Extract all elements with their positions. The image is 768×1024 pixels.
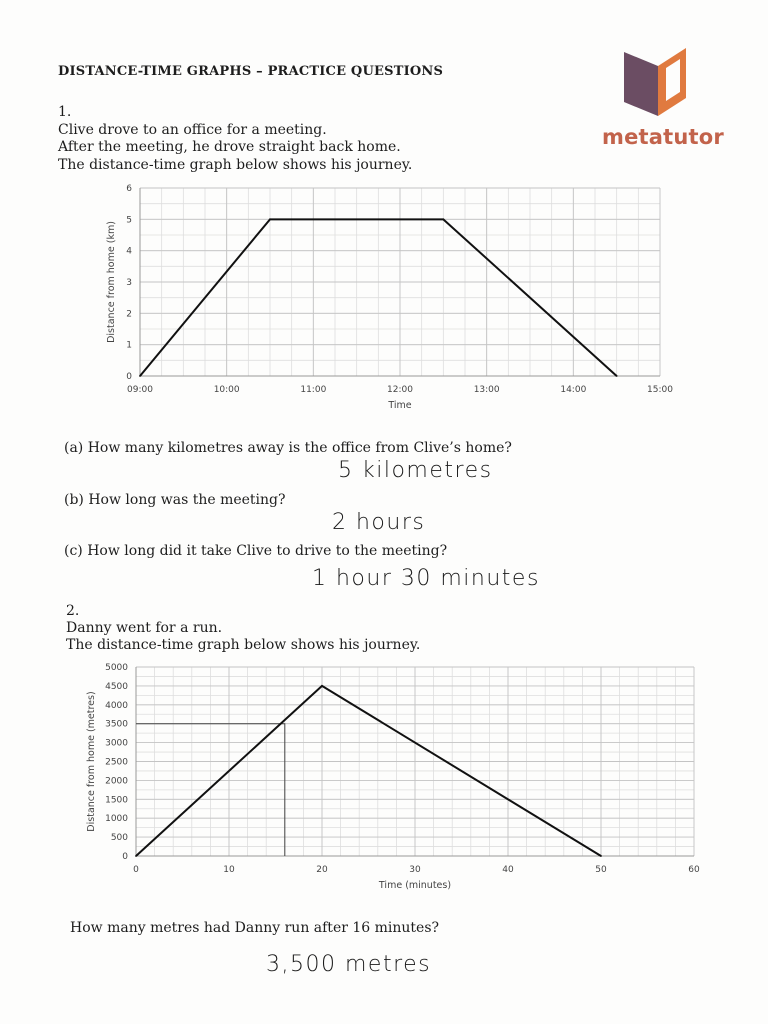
data-point <box>135 855 137 857</box>
y-tick-label: 500 <box>110 833 128 844</box>
x-tick-label: 30 <box>409 865 421 875</box>
question-2-text: How many metres had Danny run after 16 minutes? <box>70 920 440 936</box>
brand-name: metatutor <box>602 125 724 149</box>
y-tick-label: 1 <box>126 340 132 351</box>
data-point <box>321 685 323 687</box>
danny-distance-time-chart <box>84 656 714 896</box>
answer-2: 3,500 metres <box>266 952 432 977</box>
y-tick-label: 6 <box>126 184 132 194</box>
y-tick-label: 1000 <box>105 814 128 825</box>
y-tick-label: 3500 <box>105 719 128 730</box>
question-1-number: 1. <box>58 104 72 120</box>
x-tick-label: 09:00 <box>127 385 153 395</box>
x-axis-label: Time (minutes) <box>378 880 452 891</box>
data-point <box>139 375 141 377</box>
x-tick-label: 20 <box>316 865 328 875</box>
page-title: DISTANCE-TIME GRAPHS – PRACTICE QUESTIONS <box>58 64 444 79</box>
x-tick-label: 15:00 <box>647 385 673 395</box>
y-tick-label: 2500 <box>105 757 128 768</box>
x-tick-label: 50 <box>595 865 607 875</box>
y-axis-label: Distance from home (metres) <box>86 691 97 832</box>
answer-1c: 1 hour 30 minutes <box>312 566 540 591</box>
data-point <box>616 375 618 377</box>
x-tick-label: 11:00 <box>300 385 327 395</box>
y-tick-label: 3000 <box>105 738 128 749</box>
x-axis-label: Time <box>388 400 412 411</box>
answer-1a: 5 kilometres <box>338 458 493 483</box>
x-tick-label: 12:00 <box>387 385 413 395</box>
question-1-line: Clive drove to an office for a meeting. <box>58 122 327 138</box>
x-tick-label: 40 <box>502 865 514 875</box>
y-tick-label: 2000 <box>105 776 128 787</box>
metatutor-logo-icon <box>622 46 690 128</box>
question-1a: (a) How many kilometres away is the office from Clive’s home? <box>64 440 512 456</box>
question-1-line: The distance-time graph below shows his journey. <box>58 157 413 173</box>
x-tick-label: 0 <box>133 865 139 875</box>
y-tick-label: 0 <box>126 372 132 382</box>
answer-1b: 2 hours <box>332 510 426 535</box>
question-1-line: After the meeting, he drove straight back home. <box>58 139 401 155</box>
y-tick-label: 5000 <box>105 663 128 673</box>
data-point <box>600 855 602 857</box>
data-point <box>442 218 444 220</box>
question-1c: (c) How long did it take Clive to drive to the meeting? <box>64 543 448 559</box>
y-tick-label: 4500 <box>105 681 128 692</box>
y-tick-label: 4 <box>126 246 132 257</box>
y-tick-label: 2 <box>126 309 132 320</box>
clive-distance-time-chart <box>80 176 680 416</box>
x-tick-label: 10:00 <box>213 385 240 395</box>
x-tick-label: 60 <box>688 865 700 875</box>
question-2-line: Danny went for a run. <box>66 620 223 636</box>
y-axis-label: Distance from home (km) <box>106 221 117 343</box>
y-tick-label: 5 <box>126 215 132 226</box>
x-tick-label: 14:00 <box>560 385 587 395</box>
y-tick-label: 0 <box>122 852 128 862</box>
x-tick-label: 13:00 <box>473 385 500 395</box>
question-2-line: The distance-time graph below shows his journey. <box>66 637 421 653</box>
x-tick-label: 10 <box>223 865 235 875</box>
y-tick-label: 3 <box>126 278 132 288</box>
question-1b: (b) How long was the meeting? <box>64 492 286 508</box>
data-point <box>269 218 271 220</box>
y-tick-label: 1500 <box>105 795 128 806</box>
y-tick-label: 4000 <box>105 700 128 711</box>
question-2-number: 2. <box>66 603 80 619</box>
